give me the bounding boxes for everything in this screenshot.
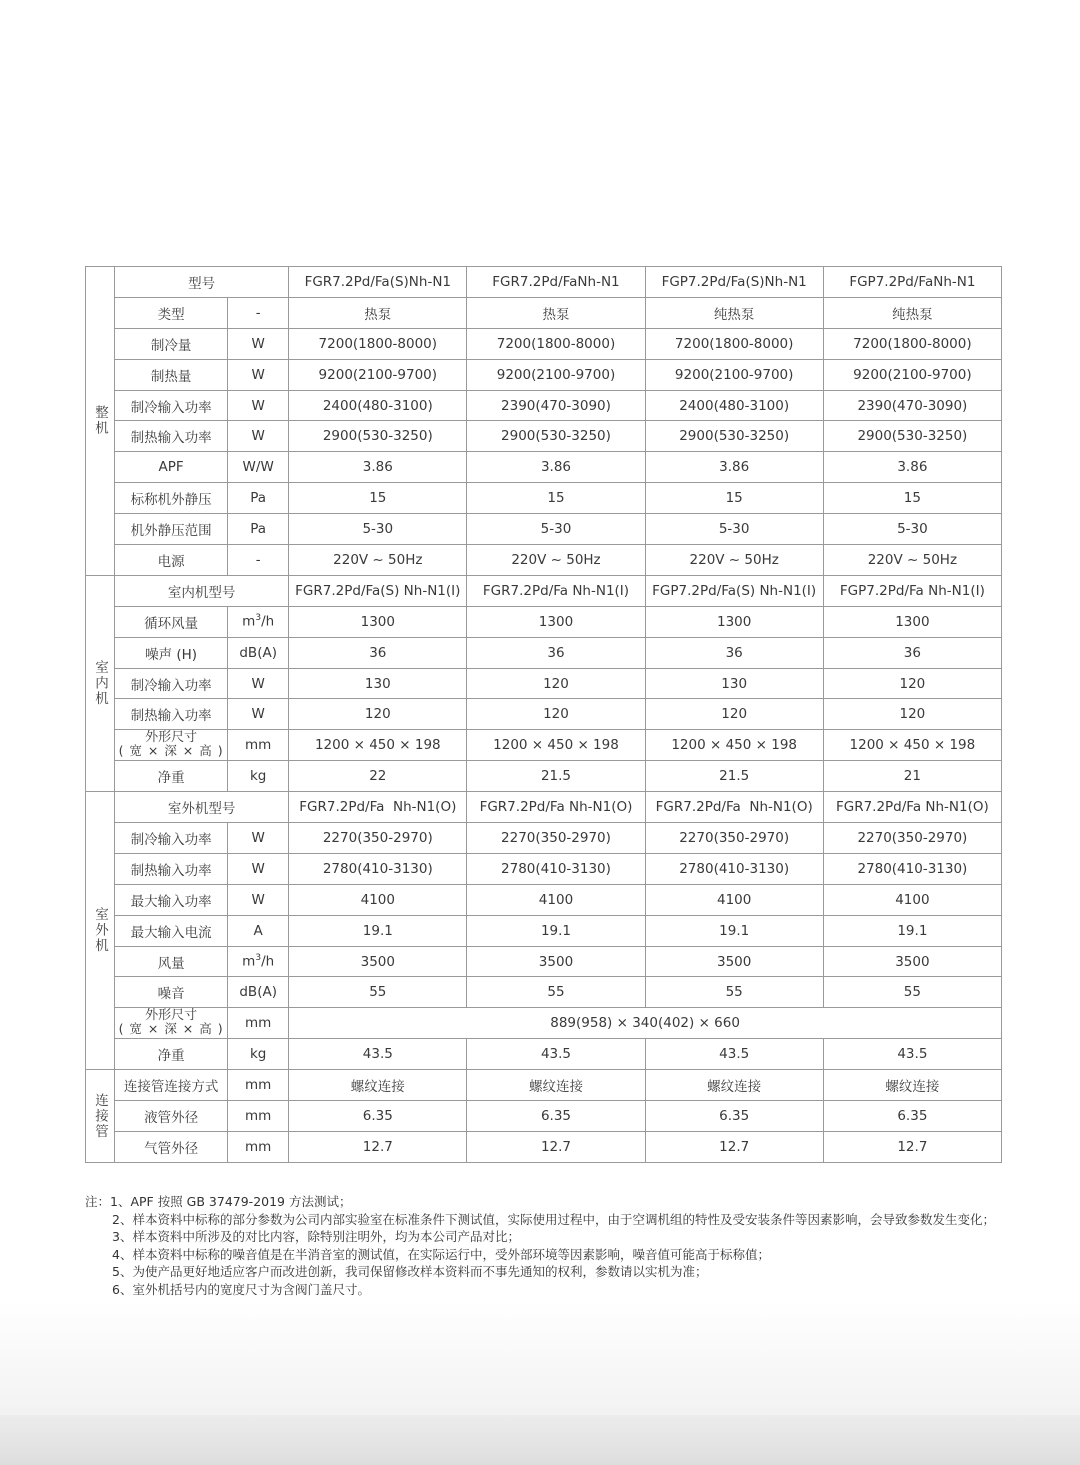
row-unit: mm [228,1131,289,1162]
cell: 21 [823,761,1001,792]
cell: 1200 × 450 × 198 [289,730,467,761]
row-unit: Pa [228,483,289,514]
row-unit: W [228,884,289,915]
table-row [86,1039,1002,1070]
cell: 2390(470-3090) [823,390,1001,421]
cell: 5-30 [645,514,823,545]
row-unit: kg [228,761,289,792]
cell: 21.5 [645,761,823,792]
row-label: 循环风量 [115,606,228,637]
row-unit [228,946,289,977]
row-unit: W [228,390,289,421]
unit-rest: /h [261,953,275,970]
cell: 2780(410-3130) [645,853,823,884]
cell: 55 [645,977,823,1008]
outdoor-model-row [86,792,1002,823]
table-row [86,699,1002,730]
cell: 螺纹连接 [289,1070,467,1101]
row-unit: dB(A) [228,637,289,668]
row-label: 制冷量 [115,328,228,359]
row-unit: W [228,699,289,730]
cell: 22 [289,761,467,792]
cell: 120 [823,668,1001,699]
cell: 2390(470-3090) [467,390,645,421]
cell: 3500 [467,946,645,977]
cell: 15 [823,483,1001,514]
indoor-model-label: 室内机型号 [115,575,289,606]
cell: 2900(530-3250) [467,421,645,452]
cell: 2780(410-3130) [467,853,645,884]
table-row [86,328,1002,359]
row-unit: - [228,297,289,328]
cell: 2270(350-2970) [467,823,645,854]
row-label: 制冷输入功率 [115,390,228,421]
row-label: 制冷输入功率 [115,668,228,699]
section-indoor: 室内机 [86,575,115,791]
row-label: 制热量 [115,359,228,390]
table-row [86,545,1002,576]
cell: 220V ~ 50Hz [645,545,823,576]
cell: 7200(1800-8000) [289,328,467,359]
unit-rest: /h [261,613,275,630]
cell: 9200(2100-9700) [467,359,645,390]
row-label: 类型 [115,297,228,328]
row-unit: - [228,545,289,576]
row-label: 制冷输入功率 [115,823,228,854]
cell: 6.35 [645,1101,823,1132]
cell: 3500 [645,946,823,977]
cell: 4100 [467,884,645,915]
row-unit: mm [228,1008,289,1039]
row-unit: A [228,915,289,946]
cell: 2900(530-3250) [823,421,1001,452]
cell: 15 [645,483,823,514]
cell: 1200 × 450 × 198 [645,730,823,761]
row-label: 电源 [115,545,228,576]
cell: 4100 [289,884,467,915]
cell: 螺纹连接 [645,1070,823,1101]
cell: 7200(1800-8000) [467,328,645,359]
row-label: 风量 [115,946,228,977]
model-1: FGR7.2Pd/Fa(S)Nh-N1 [289,267,467,298]
row-label: 制热输入功率 [115,421,228,452]
table-row [86,390,1002,421]
cell: 4100 [645,884,823,915]
table-row [86,1101,1002,1132]
row-unit: dB(A) [228,977,289,1008]
floor-background [0,1415,1080,1465]
cell: 21.5 [467,761,645,792]
table-row [86,946,1002,977]
cell: 2900(530-3250) [645,421,823,452]
cell: 55 [289,977,467,1008]
cell: 120 [823,699,1001,730]
cell: 43.5 [467,1039,645,1070]
indoor-model-row [86,575,1002,606]
cell: 1300 [823,606,1001,637]
dim-label-bottom: ( 宽 × 深 × 高 ) [118,1021,224,1037]
cell: 220V ~ 50Hz [823,545,1001,576]
row-label: 机外静压范围 [115,514,228,545]
cell: 19.1 [467,915,645,946]
cell: 12.7 [289,1131,467,1162]
indoor-model-1: FGR7.2Pd/Fa(S) Nh-N1(I) [289,575,467,606]
cell: 120 [645,699,823,730]
cell: 1200 × 450 × 198 [467,730,645,761]
cell: 3.86 [467,452,645,483]
row-unit: mm [228,730,289,761]
row-label: 净重 [115,1039,228,1070]
cell: 3.86 [823,452,1001,483]
cell: 6.35 [467,1101,645,1132]
unit-base: m [242,613,256,630]
cell: 6.35 [289,1101,467,1132]
note-line: 5、为使产品更好地适应客户而改进创新，我司保留修改样本资料而不事先通知的权利，参数请以实机为准； [112,1264,708,1279]
row-label: 制热输入功率 [115,853,228,884]
cell: 6.35 [823,1101,1001,1132]
row-label: 噪音 [115,977,228,1008]
row-label: APF [115,452,228,483]
cell: 36 [645,637,823,668]
cell: 43.5 [289,1039,467,1070]
cell: 3.86 [289,452,467,483]
cell: 19.1 [289,915,467,946]
footnotes [85,1193,1045,1298]
outdoor-model-label: 室外机型号 [115,792,289,823]
unit-sup: 3 [255,953,262,964]
row-unit: mm [228,1070,289,1101]
dim-label-bottom: ( 宽 × 深 × 高 ) [118,743,224,759]
cell: 19.1 [823,915,1001,946]
cell: 130 [645,668,823,699]
cell: 2270(350-2970) [823,823,1001,854]
cell: 55 [823,977,1001,1008]
row-unit: W/W [228,452,289,483]
cell: 5-30 [289,514,467,545]
model-3: FGP7.2Pd/Fa(S)Nh-N1 [645,267,823,298]
indoor-model-4: FGP7.2Pd/Fa Nh-N1(I) [823,575,1001,606]
cell: 3.86 [645,452,823,483]
section-pipe: 连接管 [86,1070,115,1163]
note-line: 注：1、APF 按照 GB 37479-2019 方法测试； [85,1194,352,1209]
outdoor-model-1: FGR7.2Pd/Fa Nh-N1(O) [289,792,467,823]
cell: 7200(1800-8000) [823,328,1001,359]
model-4: FGP7.2Pd/FaNh-N1 [823,267,1001,298]
cell: 2270(350-2970) [289,823,467,854]
table-row [86,1008,1002,1039]
cell: 1300 [289,606,467,637]
row-unit: W [228,421,289,452]
cell: 5-30 [467,514,645,545]
outdoor-model-2: FGR7.2Pd/Fa Nh-N1(O) [467,792,645,823]
cell: 3500 [823,946,1001,977]
cell: 2900(530-3250) [289,421,467,452]
cell: 120 [289,699,467,730]
row-label [115,1008,228,1039]
dim-label-top: 外形尺寸 [145,730,198,746]
unit-base: m [242,953,256,970]
cell: 4100 [823,884,1001,915]
table-row [86,514,1002,545]
cell: 12.7 [645,1131,823,1162]
cell: 36 [467,637,645,668]
row-label: 液管外径 [115,1101,228,1132]
table-row [86,823,1002,854]
indoor-model-3: FGP7.2Pd/Fa(S) Nh-N1(I) [645,575,823,606]
row-unit: mm [228,1101,289,1132]
note-line: 2、样本资料中标称的部分参数为公司内部实验室在标准条件下测试值，实际使用过程中，由于空调机组的特性及受安装条件等因素影响，会导致参数发生变化； [112,1211,995,1227]
cell: 2400(480-3100) [289,390,467,421]
outdoor-model-3: FGR7.2Pd/Fa Nh-N1(O) [645,792,823,823]
table-row [86,483,1002,514]
cell: 36 [289,637,467,668]
cell: 热泵 [289,297,467,328]
row-unit [228,606,289,637]
cell: 纯热泵 [645,297,823,328]
row-unit: W [228,668,289,699]
header-row [86,267,1002,298]
table-row [86,977,1002,1008]
cell: 120 [467,699,645,730]
row-label: 噪声 (H) [115,637,228,668]
model-label: 型号 [115,267,289,298]
table-row [86,730,1002,761]
cell: 2270(350-2970) [645,823,823,854]
row-label: 连接管连接方式 [115,1070,228,1101]
cell: 19.1 [645,915,823,946]
row-label: 标称机外静压 [115,483,228,514]
row-unit: W [228,328,289,359]
cell: 15 [467,483,645,514]
cell: 9200(2100-9700) [823,359,1001,390]
cell: 130 [289,668,467,699]
cell: 1300 [645,606,823,637]
table-row [86,1131,1002,1162]
indoor-model-2: FGR7.2Pd/Fa Nh-N1(I) [467,575,645,606]
note-line: 3、样本资料中所涉及的对比内容，除特别注明外，均为本公司产品对比； [112,1229,520,1244]
section-outdoor: 室外机 [86,792,115,1070]
row-label: 净重 [115,761,228,792]
cell: 纯热泵 [823,297,1001,328]
row-label: 最大输入功率 [115,884,228,915]
row-label [115,730,228,761]
table-row [86,884,1002,915]
cell: 热泵 [467,297,645,328]
outdoor-model-4: FGR7.2Pd/Fa Nh-N1(O) [823,792,1001,823]
cell: 7200(1800-8000) [645,328,823,359]
table-row [86,606,1002,637]
row-unit: kg [228,1039,289,1070]
unit-sup: 3 [255,613,262,624]
table-row [86,359,1002,390]
cell: 2780(410-3130) [289,853,467,884]
cell: 3500 [289,946,467,977]
cell: 12.7 [467,1131,645,1162]
note-line: 4、样本资料中标称的噪音值是在半消音室的测试值，在实际运行中，受外部环境等因素影响，噪音值可能高于标称值； [112,1246,770,1262]
model-2: FGR7.2Pd/FaNh-N1 [467,267,645,298]
table-row [86,452,1002,483]
merged-cell: 889(958) × 340(402) × 660 [289,1008,1002,1039]
cell: 9200(2100-9700) [645,359,823,390]
table-row [86,637,1002,668]
row-unit: W [228,359,289,390]
row-label: 最大输入电流 [115,915,228,946]
table-row [86,761,1002,792]
cell: 55 [467,977,645,1008]
table-row [86,421,1002,452]
note-line: 6、室外机括号内的宽度尺寸为含阀门盖尺寸。 [112,1281,370,1297]
cell: 螺纹连接 [467,1070,645,1101]
table-row [86,915,1002,946]
row-label: 气管外径 [115,1131,228,1162]
table-row [86,297,1002,328]
cell: 15 [289,483,467,514]
cell: 120 [467,668,645,699]
cell: 1200 × 450 × 198 [823,730,1001,761]
cell: 36 [823,637,1001,668]
row-label: 制热输入功率 [115,699,228,730]
table-row [86,853,1002,884]
table-row [86,668,1002,699]
cell: 220V ~ 50Hz [289,545,467,576]
table-row [86,1070,1002,1101]
cell: 220V ~ 50Hz [467,545,645,576]
cell: 1300 [467,606,645,637]
cell: 43.5 [645,1039,823,1070]
cell: 5-30 [823,514,1001,545]
cell: 12.7 [823,1131,1001,1162]
cell: 螺纹连接 [823,1070,1001,1101]
cell: 2780(410-3130) [823,853,1001,884]
cell: 2400(480-3100) [645,390,823,421]
cell: 43.5 [823,1039,1001,1070]
row-unit: W [228,823,289,854]
dim-label-top: 外形尺寸 [145,1008,198,1024]
row-unit: W [228,853,289,884]
section-whole: 整机 [86,267,115,576]
row-unit: Pa [228,514,289,545]
spec-table [85,266,1002,1163]
cell: 9200(2100-9700) [289,359,467,390]
